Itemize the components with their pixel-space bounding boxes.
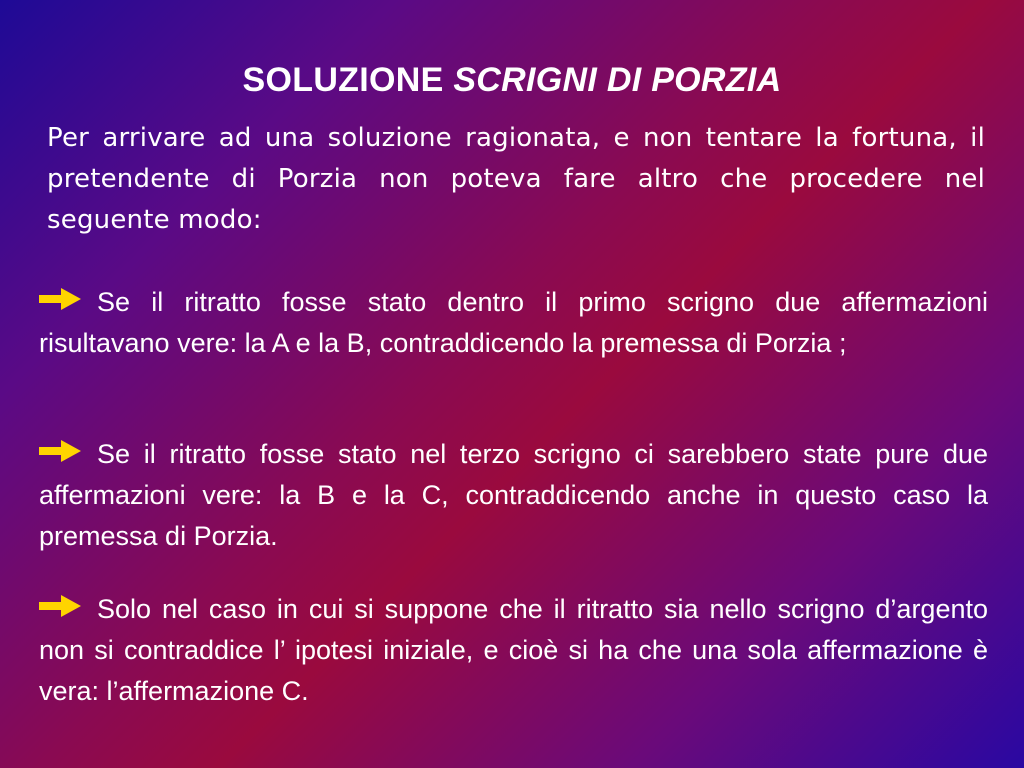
arrow-right-icon [39, 595, 83, 617]
bullet-item [39, 282, 988, 364]
bullet-text: Se il ritratto fosse stato nel terzo scrigno ci sarebbero state pure due affermazioni vere: la B e la C, contraddicendo anche in questo caso la premessa di Porzia. [39, 439, 988, 551]
bullet-item [39, 434, 988, 557]
title-plain: SOLUZIONE [242, 61, 454, 99]
bullet-text: Solo nel caso in cui si suppone che il ritratto sia nello scrigno d’argento non si contraddice l’ ipotesi iniziale, e cioè si ha che una sola affermazione è vera: l’affermazione C. [39, 594, 988, 706]
bullet-item [39, 589, 988, 712]
arrow-right-icon [39, 288, 83, 310]
intro-paragraph: Per arrivare ad una soluzione ragionata, e non tentare la fortuna, il pretendente di Porzia non poteva fare altro che procedere nel seguente modo: [47, 123, 985, 235]
bullet-text: Se il ritratto fosse stato dentro il primo scrigno due affermazioni risultavano vere: la A e la B, contraddicendo la premessa di Porzia ; [39, 287, 988, 358]
arrow-right-icon [39, 440, 83, 462]
slide-title [0, 60, 1024, 100]
title-italic: SCRIGNI DI PORZIA [453, 61, 782, 99]
